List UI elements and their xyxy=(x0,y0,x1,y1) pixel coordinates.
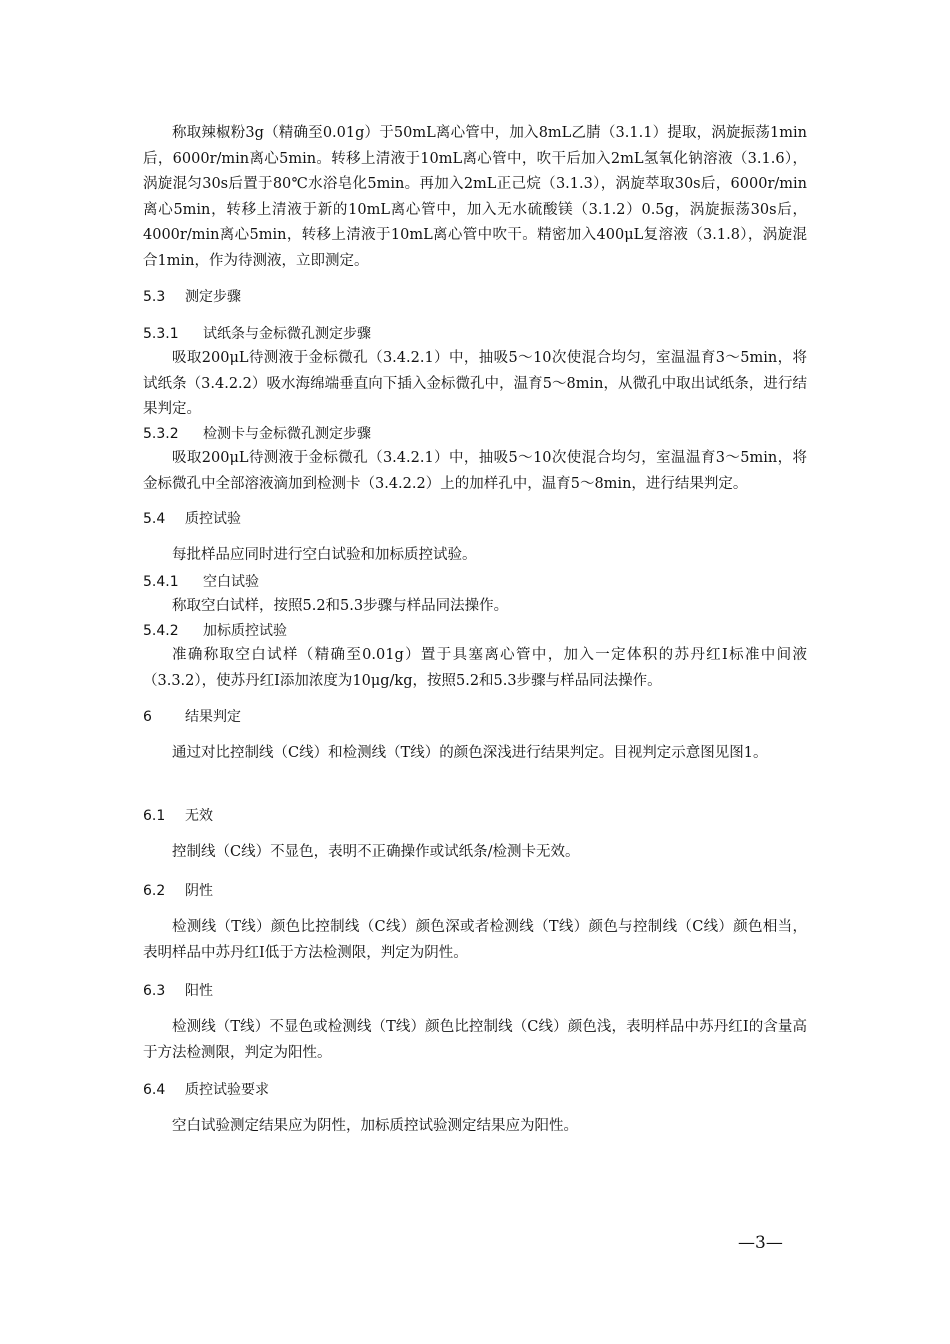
section-title: 空白试验 xyxy=(203,574,259,590)
paragraph-5-4-1: 称取空白试样，按照5.2和5.3步骤与样品同法操作。 xyxy=(172,598,509,614)
heading-5-3 xyxy=(143,287,241,307)
paragraph-5-4: 每批样品应同时进行空白试验和加标质控试验。 xyxy=(172,547,477,563)
paragraph-5-4-2: 准确称取空白试样（精确至0.01g）置于具塞离心管中，加入一定体积的苏丹红I标准中间液（3.3.2），使苏丹红I添加浓度为10μg/kg，按照5.2和5.3步骤与样品同法操作。 xyxy=(143,647,807,689)
section-number: 6.3 xyxy=(143,983,166,999)
heading-5-3-1 xyxy=(143,324,371,344)
section-title: 检测卡与金标微孔测定步骤 xyxy=(203,426,371,442)
section-number: 6.2 xyxy=(143,883,166,899)
section-title: 质控试验 xyxy=(185,511,241,527)
heading-6-3 xyxy=(143,981,213,1001)
paragraph-5-3-2: 吸取200μL待测液于金标微孔（3.4.2.1）中，抽吸5～10次使混合均匀，室温温育3～5min，将金标微孔中全部溶液滴加到检测卡（3.4.2.2）上的加样孔中，温育5～8min，进行结果判定。 xyxy=(143,450,807,492)
page-number: —3— xyxy=(738,1233,783,1253)
heading-6 xyxy=(143,707,241,727)
section-number: 5.4.2 xyxy=(143,623,179,639)
heading-5-4 xyxy=(143,509,241,529)
paragraph-6-2: 检测线（T线）颜色比控制线（C线）颜色深或者检测线（T线）颜色与控制线（C线）颜色相当，表明样品中苏丹红I低于方法检测限，判定为阴性。 xyxy=(143,919,807,961)
section-number: 5.3 xyxy=(143,289,166,305)
section-title: 阳性 xyxy=(185,983,213,999)
paragraph-extraction: 称取辣椒粉3g（精确至0.01g）于50mL离心管中，加入8mL乙腈（3.1.1）提取，涡旋振荡1min后，6000r/min离心5min。转移上清液于10mL离心管中，吹干后加入2mL氢氧化钠溶液（3.1.6），涡旋混匀30s后置于80℃水浴皂化5min。再加入2mL正己烷（3.1.3），涡旋萃取30s后，6000r/min离心5min，转移上清液于新的10mL离心管中，加入无水硫酸镁（3.1.2）0.5g，涡旋振荡30s后，4000r/min离心5min，转移上清液于10mL离心管中吹干。精密加入400μL复溶液（3.1.8），涡旋混合1min，作为待测液，立即测定。 xyxy=(143,125,807,269)
heading-5-4-2 xyxy=(143,621,287,641)
section-number: 5.4.1 xyxy=(143,574,179,590)
paragraph-6-4: 空白试验测定结果应为阴性，加标质控试验测定结果应为阳性。 xyxy=(172,1118,578,1134)
section-title: 无效 xyxy=(185,808,213,824)
section-title: 试纸条与金标微孔测定步骤 xyxy=(203,326,371,342)
section-title: 阴性 xyxy=(185,883,213,899)
section-number: 5.3.1 xyxy=(143,326,179,342)
section-number: 5.4 xyxy=(143,511,166,527)
paragraph-6-3: 检测线（T线）不显色或检测线（T线）颜色比控制线（C线）颜色浅，表明样品中苏丹红I的含量高于方法检测限，判定为阳性。 xyxy=(143,1019,807,1061)
heading-6-1 xyxy=(143,806,213,826)
heading-5-3-2 xyxy=(143,424,371,444)
heading-6-2 xyxy=(143,881,213,901)
paragraph-6-1: 控制线（C线）不显色，表明不正确操作或试纸条/检测卡无效。 xyxy=(172,844,580,860)
section-title: 结果判定 xyxy=(185,709,241,725)
section-number: 6.1 xyxy=(143,808,166,824)
section-title: 质控试验要求 xyxy=(185,1082,269,1098)
paragraph-6: 通过对比控制线（C线）和检测线（T线）的颜色深浅进行结果判定。目视判定示意图见图1。 xyxy=(172,745,768,761)
heading-5-4-1 xyxy=(143,572,259,592)
heading-6-4 xyxy=(143,1080,269,1100)
section-title: 测定步骤 xyxy=(185,289,241,305)
section-number: 6 xyxy=(143,709,152,725)
section-title: 加标质控试验 xyxy=(203,623,287,639)
section-number: 5.3.2 xyxy=(143,426,179,442)
paragraph-5-3-1: 吸取200μL待测液于金标微孔（3.4.2.1）中，抽吸5～10次使混合均匀，室温温育3～5min，将试纸条（3.4.2.2）吸水海绵端垂直向下插入金标微孔中，温育5～8min，从微孔中取出试纸条，进行结果判定。 xyxy=(143,350,807,417)
section-number: 6.4 xyxy=(143,1082,166,1098)
